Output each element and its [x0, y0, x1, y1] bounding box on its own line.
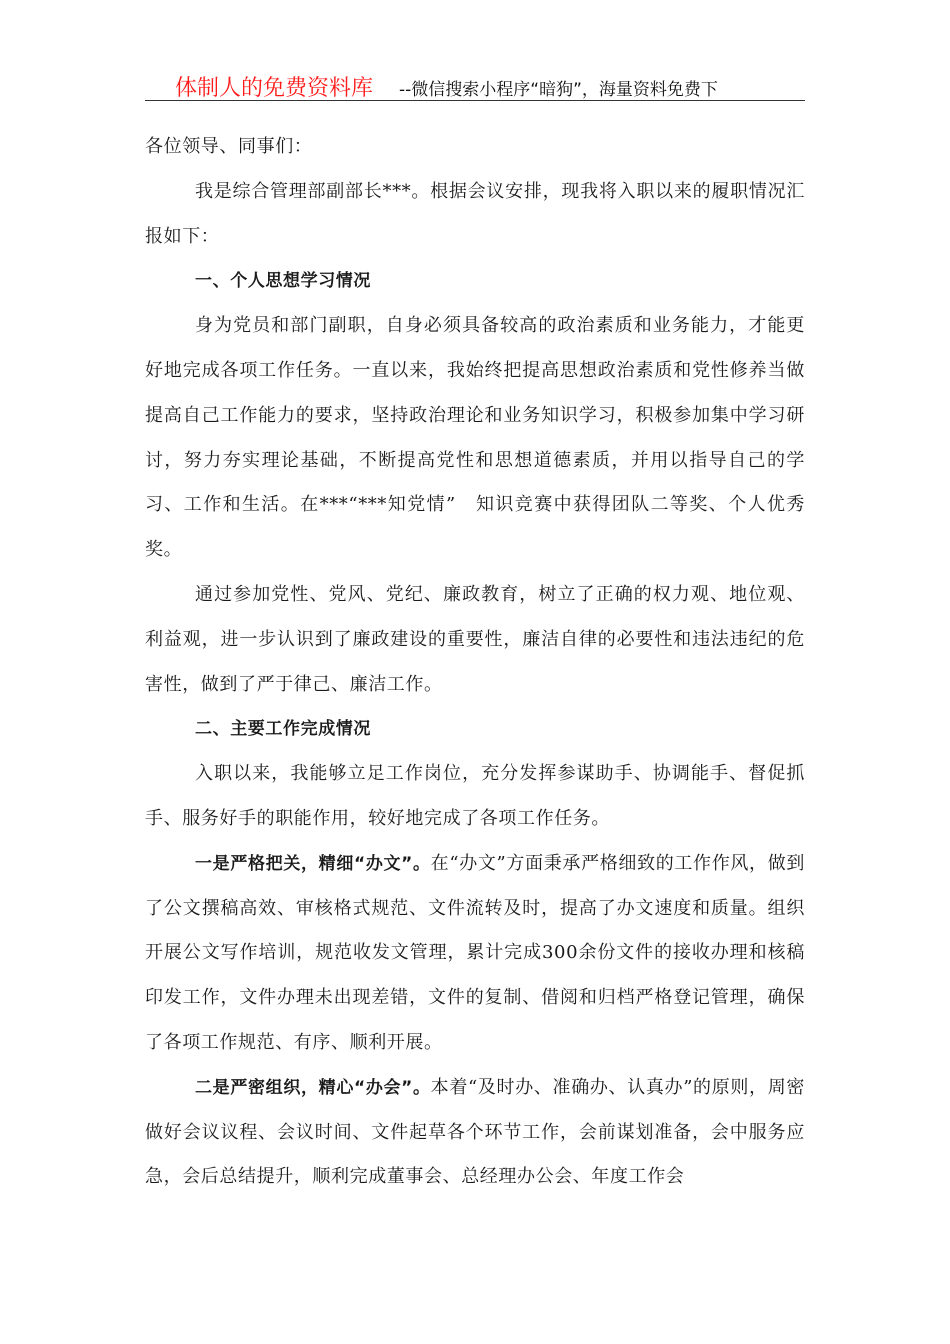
item-2-lead: 二是严密组织，精心“办会”。 — [195, 1077, 431, 1098]
item-2-paragraph — [145, 1066, 805, 1200]
salutation: 各位领导、同事们： — [145, 136, 313, 157]
item-1-lead: 一是严格把关，精细“办文”。 — [195, 853, 431, 874]
intro-paragraph: 我是综合管理部副部长***。根据会议安排，现我将入职以来的履职情况汇报如下： — [145, 180, 805, 247]
item-2-text: 本着“及时办、准确办、认真办”的原则，周密做好会议议程、会议时间、文件起草各个环节工作，会前谋划准备，会中服务应急，会后总结提升，顺利完成董事会、总经理办公会、年度工作会 — [145, 1076, 805, 1188]
header-divider — [145, 100, 805, 101]
section-2-title: 二、主要工作完成情况 — [195, 719, 371, 740]
section-1-paragraph-2: 通过参加党性、党风、党纪、廉政教育，树立了正确的权力观、地位观、利益观，进一步认识到了廉政建设的重要性，廉洁自律的必要性和违法违纪的危害性，做到了严于律己、廉洁工作。 — [145, 583, 805, 695]
section-1-paragraph-1: 身为党员和部门副职，自身必须具备较高的政治素质和业务能力，才能更好地完成各项工作任务。一直以来，我始终把提高思想政治素质和党性修养当做提高自己工作能力的要求，坚持政治理论和业务知识学习，积极参加集中学习研讨，努力夯实理论基础，不断提高党性和思想道德素质，并用以指导自己的学习、工作和生活。在***“***知党情” 知识竞赛中获得团队二等奖、个人优秀奖。 — [145, 315, 805, 561]
item-1-paragraph — [145, 842, 805, 1066]
section-2-paragraph-1: 入职以来，我能够立足工作岗位，充分发挥参谋助手、协调能手、督促抓手、服务好手的职能作用，较好地完成了各项工作任务。 — [145, 763, 805, 829]
header-brand: 体制人的免费资料库 — [175, 76, 374, 101]
document-body — [145, 125, 805, 1200]
item-1-text: 在“办文”方面秉承严格细致的工作作风，做到了公文撰稿高效、审核格式规范、文件流转及时，提高了办文速度和质量。组织开展公文写作培训，规范收发文管理，累计完成300余份文件的接收办理和核稿印发工作，文件办理未出现差错，文件的复制、借阅和归档严格登记管理，确保了各项工作规范、有序、顺利开展。 — [145, 852, 805, 1053]
header-subtitle: --微信搜索小程序“暗狗”，海量资料免费下 — [399, 80, 718, 100]
section-1-title: 一、个人思想学习情况 — [195, 271, 371, 292]
page-header — [145, 70, 805, 102]
